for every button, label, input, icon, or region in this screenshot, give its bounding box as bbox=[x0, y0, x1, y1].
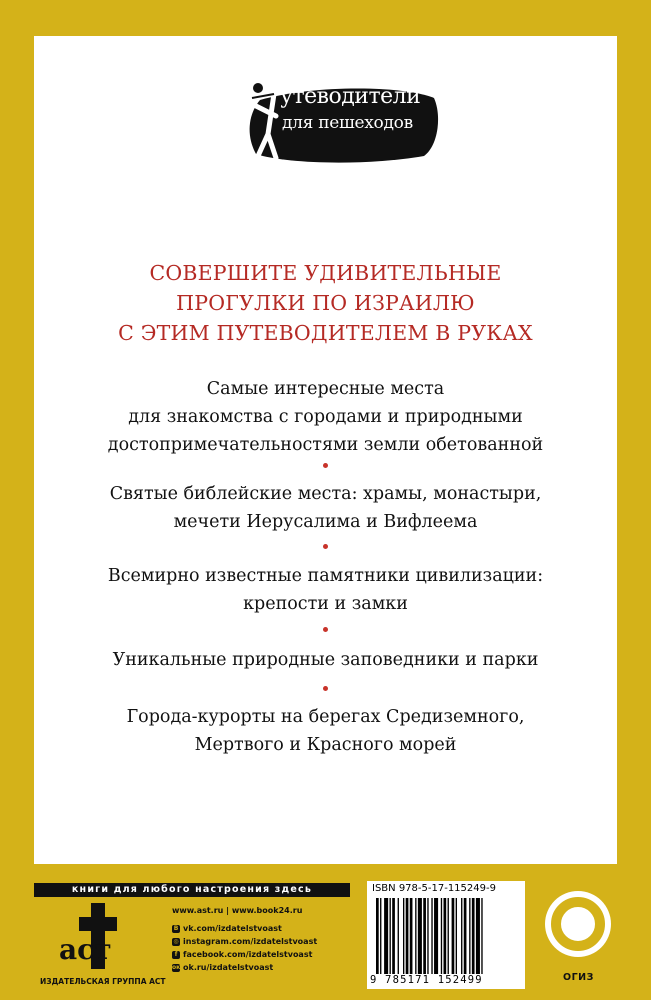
imprint-name: ОГИЗ bbox=[563, 972, 594, 983]
headline-line: ПРОГУЛКИ ПО ИЗРАИЛЮ bbox=[176, 291, 475, 315]
barcode-bar bbox=[472, 898, 475, 974]
feature-item bbox=[34, 480, 617, 536]
barcode-bar bbox=[410, 898, 413, 974]
feature-line: Мертвого и Красного морей bbox=[194, 735, 457, 755]
barcode-bar bbox=[464, 898, 467, 974]
barcode-bar bbox=[427, 898, 428, 974]
barcode-bar bbox=[423, 898, 426, 974]
publisher-caption: ИЗДАТЕЛЬСКАЯ ГРУППА АСТ bbox=[40, 977, 166, 986]
social-link-text: facebook.com/izdatelstvoast bbox=[183, 950, 313, 959]
feature-item bbox=[34, 562, 617, 618]
separator-dot bbox=[323, 544, 328, 549]
barcode-bar bbox=[376, 898, 379, 974]
feature-item bbox=[34, 703, 617, 759]
barcode-bar bbox=[456, 898, 457, 974]
social-link-text: instagram.com/izdatelstvoast bbox=[183, 937, 318, 946]
barcode-icon bbox=[376, 898, 518, 974]
barcode-bar bbox=[406, 898, 409, 974]
feature-line: Самые интересные места bbox=[206, 379, 445, 399]
ast-logo-icon bbox=[57, 901, 117, 971]
barcode-bar bbox=[392, 898, 395, 974]
social-link[interactable] bbox=[172, 963, 273, 972]
barcode-bar bbox=[431, 898, 432, 974]
separator-dot bbox=[323, 686, 328, 691]
headline-line: С ЭТИМ ПУТЕВОДИТЕЛЕМ В РУКАХ bbox=[118, 321, 533, 345]
barcode-digits: 9 785171 152499 bbox=[370, 974, 483, 986]
feature-line: Города-курорты на берегах Средиземного, bbox=[126, 707, 525, 727]
headline-line: СОВЕРШИТЕ УДИВИТЕЛЬНЫЕ bbox=[149, 261, 502, 285]
ogiz-logo-icon bbox=[542, 880, 614, 970]
publisher-sites[interactable]: www.ast.ru | www.book24.ru bbox=[172, 906, 303, 915]
barcode-bar bbox=[444, 898, 447, 974]
social-link[interactable] bbox=[172, 937, 317, 946]
odnoklassniki-icon: ок bbox=[172, 963, 181, 971]
feature-line: для знакомства с городами и природными bbox=[128, 407, 523, 427]
separator-dot bbox=[323, 627, 328, 632]
social-link-text: vk.com/izdatelstvoast bbox=[183, 924, 282, 933]
barcode-bar bbox=[448, 898, 449, 974]
barcode-bar bbox=[476, 898, 480, 974]
social-link-text: ok.ru/izdatelstvoast bbox=[183, 963, 274, 972]
feature-line: Уникальные природные заповедники и парки bbox=[112, 650, 539, 670]
feature-line: мечети Иерусалима и Вифлеема bbox=[173, 512, 478, 532]
barcode-bar bbox=[434, 898, 438, 974]
barcode-bar bbox=[384, 898, 388, 974]
social-link[interactable] bbox=[172, 924, 282, 933]
barcode-bar bbox=[415, 898, 416, 974]
instagram-icon: ◎ bbox=[173, 937, 179, 945]
ast-logo-text: аст bbox=[59, 933, 112, 966]
barcode-bar bbox=[461, 898, 462, 974]
series-logo-line1: утеводители bbox=[280, 84, 421, 109]
feature-item bbox=[34, 646, 617, 674]
separator-dot bbox=[323, 463, 328, 468]
headline bbox=[34, 258, 617, 348]
barcode-bar bbox=[481, 898, 482, 974]
feature-line: крепости и замки bbox=[243, 594, 408, 614]
barcode-bar bbox=[418, 898, 422, 974]
barcode-bar bbox=[380, 898, 381, 974]
series-logo-line2: для пешеходов bbox=[282, 113, 413, 133]
isbn: ISBN 978-5-17-115249-9 bbox=[372, 883, 496, 894]
social-link[interactable] bbox=[172, 950, 312, 959]
feature-line: достопримечательностями земли обетованной bbox=[107, 435, 544, 455]
facebook-icon: f bbox=[172, 951, 180, 959]
feature-line: Святые библейские места: храмы, монастыри, bbox=[109, 484, 542, 504]
barcode-bar bbox=[398, 898, 399, 974]
barcode-bar bbox=[441, 898, 442, 974]
tagline: книги для любого настроения здесь bbox=[34, 883, 350, 897]
barcode-bar bbox=[403, 898, 404, 974]
feature-item bbox=[34, 375, 617, 459]
vk-icon: В bbox=[173, 924, 179, 932]
barcode-bar bbox=[452, 898, 455, 974]
barcode-bar bbox=[390, 898, 391, 974]
barcode-bar bbox=[469, 898, 470, 974]
feature-line: Всемирно известные памятники цивилизации: bbox=[107, 566, 544, 586]
